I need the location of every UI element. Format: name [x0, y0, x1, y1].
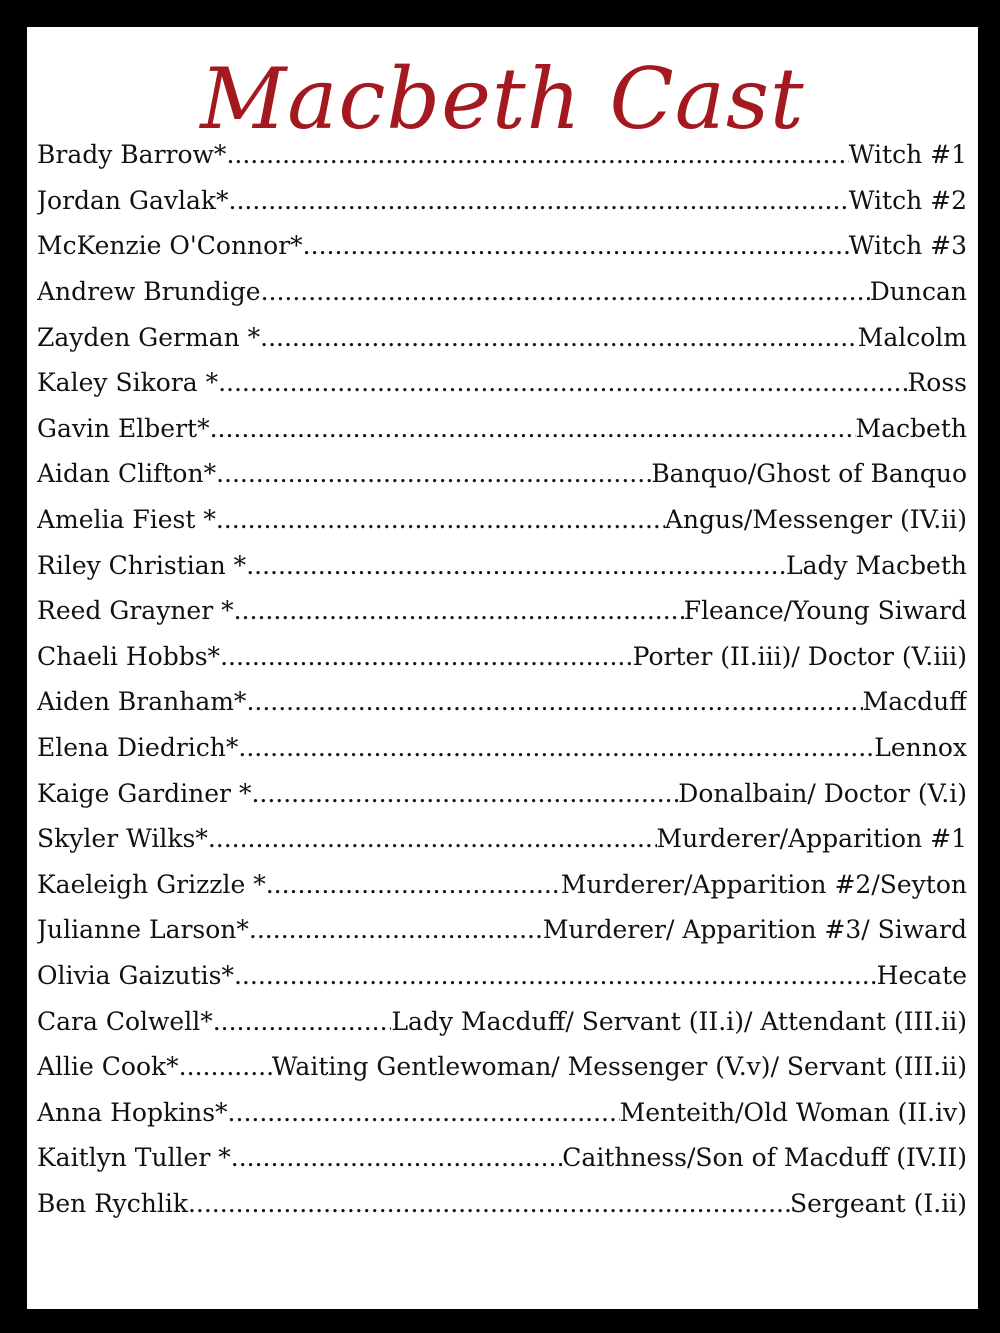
dot-leader — [234, 961, 877, 990]
role-name: Sergeant (I.ii) — [790, 1188, 967, 1218]
role-name: Duncan — [869, 277, 967, 307]
role-name: Macduff — [862, 687, 967, 717]
actor-name: Andrew Brundige — [37, 277, 261, 307]
dot-leader — [188, 1189, 790, 1218]
cast-row — [37, 1089, 967, 1135]
actor-name: Olivia Gaizutis* — [37, 960, 234, 990]
cast-row — [37, 360, 967, 406]
cast-row — [37, 497, 967, 543]
actor-name: McKenzie O'Connor* — [37, 231, 303, 261]
role-name: Macbeth — [855, 413, 967, 443]
role-name: Witch #2 — [848, 185, 967, 215]
role-name: Malcolm — [857, 322, 967, 352]
cast-row — [37, 1044, 967, 1090]
cast-row — [37, 907, 967, 953]
role-name: Lady Macbeth — [785, 550, 967, 580]
cast-row — [37, 588, 967, 634]
dot-leader — [260, 323, 858, 352]
actor-name: Julianne Larson* — [37, 915, 249, 945]
dot-leader — [216, 459, 651, 488]
dot-leader — [228, 1098, 620, 1127]
cast-sheet — [27, 27, 978, 1309]
dot-leader — [231, 1143, 563, 1172]
dot-leader — [179, 1052, 272, 1081]
dot-leader — [213, 1007, 392, 1036]
dot-leader — [246, 551, 786, 580]
role-name: Fleance/Young Siward — [683, 596, 967, 626]
actor-name: Cara Colwell* — [37, 1006, 213, 1036]
role-name: Donalbain/ Doctor (V.i) — [678, 778, 967, 808]
cast-row — [37, 862, 967, 908]
cast-row — [37, 406, 967, 452]
actor-name: Zayden German * — [37, 322, 261, 352]
cast-row — [37, 1181, 967, 1227]
cast-row — [37, 132, 967, 178]
actor-name: Chaeli Hobbs* — [37, 641, 221, 671]
role-name: Witch #3 — [848, 231, 967, 261]
cast-row — [37, 679, 967, 725]
role-name: Lady Macduff/ Servant (II.i)/ Attendant (III.ii) — [391, 1006, 967, 1036]
dot-leader — [229, 186, 849, 215]
dot-leader — [226, 140, 848, 169]
cast-row — [37, 770, 967, 816]
actor-name: Allie Cook* — [37, 1052, 179, 1082]
cast-row — [37, 451, 967, 497]
actor-name: Reed Grayner * — [37, 596, 234, 626]
role-name: Hecate — [876, 960, 967, 990]
cast-list — [37, 132, 967, 1226]
actor-name: Aiden Branham* — [37, 687, 247, 717]
actor-name: Brady Barrow* — [37, 140, 227, 170]
role-name: Caithness/Son of Macduff (IV.II) — [562, 1143, 967, 1173]
dot-leader — [246, 687, 862, 716]
cast-row — [37, 223, 967, 269]
role-name: Murderer/ Apparition #3/ Siward — [542, 915, 967, 945]
cast-row — [37, 816, 967, 862]
actor-name: Kaeleigh Grizzle * — [37, 869, 266, 899]
dot-leader — [208, 824, 657, 853]
actor-name: Kaitlyn Tuller * — [37, 1143, 231, 1173]
role-name: Menteith/Old Woman (II.iv) — [619, 1097, 967, 1127]
role-name: Murderer/Apparition #1 — [656, 824, 967, 854]
actor-name: Kaige Gardiner * — [37, 778, 252, 808]
role-name: Angus/Messenger (IV.ii) — [664, 505, 967, 535]
role-name: Lennox — [874, 733, 967, 763]
dot-leader — [261, 277, 870, 306]
dot-leader — [234, 596, 684, 625]
cast-row — [37, 269, 967, 315]
actor-name: Aidan Clifton* — [37, 459, 217, 489]
dot-leader — [266, 870, 561, 899]
dot-leader — [238, 733, 874, 762]
role-name: Porter (II.iii)/ Doctor (V.iii) — [632, 641, 967, 671]
role-name: Murderer/Apparition #2/Seyton — [560, 869, 967, 899]
role-name: Banquo/Ghost of Banquo — [651, 459, 967, 489]
cast-row — [37, 634, 967, 680]
actor-name: Elena Diedrich* — [37, 733, 239, 763]
cast-row — [37, 953, 967, 999]
cast-row — [37, 542, 967, 588]
role-name: Ross — [907, 368, 967, 398]
actor-name: Gavin Elbert* — [37, 413, 210, 443]
page-title: Macbeth Cast — [200, 50, 805, 148]
actor-name: Kaley Sikora * — [37, 368, 219, 398]
dot-leader — [218, 368, 907, 397]
dot-leader — [251, 779, 678, 808]
actor-name: Anna Hopkins* — [37, 1097, 228, 1127]
cast-row — [37, 1135, 967, 1181]
dot-leader — [220, 642, 633, 671]
cast-row — [37, 314, 967, 360]
cast-row — [37, 725, 967, 771]
cast-row — [37, 998, 967, 1044]
dot-leader — [249, 915, 543, 944]
dot-leader — [210, 414, 856, 443]
actor-name: Riley Christian * — [37, 550, 247, 580]
actor-name: Ben Rychlik — [37, 1188, 188, 1218]
dot-leader — [216, 505, 665, 534]
dot-leader — [303, 231, 849, 260]
role-name: Witch #1 — [848, 140, 967, 170]
actor-name: Jordan Gavlak* — [37, 185, 229, 215]
actor-name: Amelia Fiest * — [37, 505, 216, 535]
actor-name: Skyler Wilks* — [37, 824, 208, 854]
role-name: Waiting Gentlewoman/ Messenger (V.v)/ Servant (III.ii) — [271, 1052, 967, 1082]
cast-row — [37, 178, 967, 224]
